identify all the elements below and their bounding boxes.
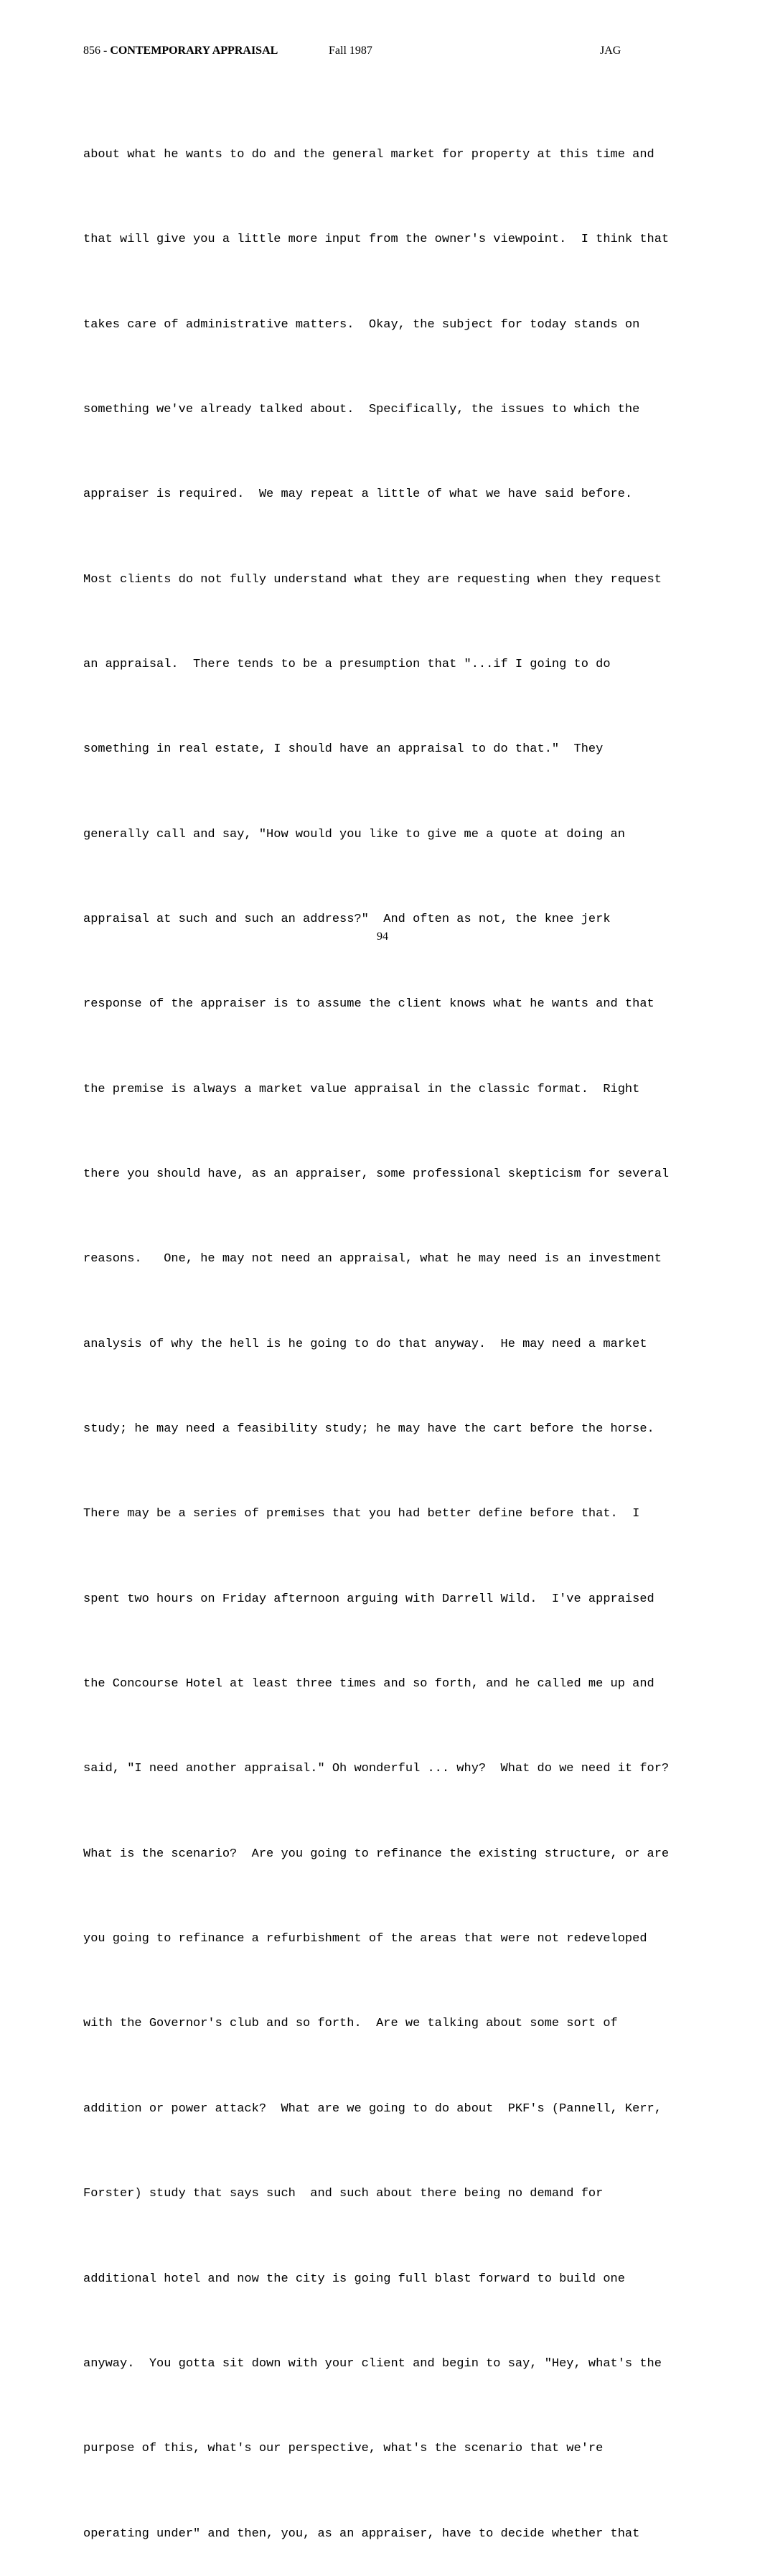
text-line: you going to refinance a refurbishment of the areas that were not redeveloped <box>83 1932 647 1946</box>
text-line: anyway. You gotta sit down with your client and begin to say, "Hey, what's the <box>83 2356 662 2371</box>
text-line: additional hotel and now the city is going full blast forward to build one <box>83 2272 625 2286</box>
text-line: takes care of administrative matters. Okay, the subject for today stands on <box>83 317 640 332</box>
text-line: operating under" and then, you, as an appraiser, have to decide whether that <box>83 2526 640 2541</box>
text-line: there you should have, as an appraiser, some professional skepticism for several <box>83 1167 670 1182</box>
text-line: something in real estate, I should have an appraisal to do that." They <box>83 742 604 757</box>
text-line: with the Governor's club and so forth. Are we talking about some sort of <box>83 2017 618 2031</box>
page-number: 94 <box>377 930 388 943</box>
course-heading <box>83 45 278 57</box>
text-line: something we've already talked about. Specifically, the issues to which the <box>83 402 640 416</box>
text-line: response of the appraiser is to assume the client knows what he wants and that <box>83 997 654 1012</box>
transcript-body <box>83 84 700 2576</box>
text-line: that will give you a little more input from the owner's viewpoint. I think that <box>83 233 670 247</box>
text-line: the premise is always a market value appraisal in the classic format. Right <box>83 1082 640 1096</box>
text-line: reasons. One, he may not need an appraisal, what he may need is an investment <box>83 1252 662 1266</box>
text-line: There may be a series of premises that you had better define before that. I <box>83 1507 640 1521</box>
text-line: analysis of why the hell is he going to do that anyway. He may need a market <box>83 1337 647 1351</box>
text-line: What is the scenario? Are you going to refinance the existing structure, or are <box>83 1847 670 1861</box>
page-header <box>83 45 629 62</box>
text-line: study; he may need a feasibility study; he may have the cart before the horse. <box>83 1422 654 1437</box>
text-line: an appraisal. There tends to be a presumption that "...if I going to do <box>83 657 611 671</box>
text-line: appraiser is required. We may repeat a little of what we have said before. <box>83 487 633 502</box>
course-code: 856 - <box>83 45 111 57</box>
term-label: Fall 1987 <box>329 45 372 57</box>
text-line: Most clients do not fully understand what they are requesting when they request <box>83 572 662 587</box>
text-line: the Concourse Hotel at least three times and so forth, and he called me up and <box>83 1677 654 1691</box>
text-line: Forster) study that says such and such about there being no demand for <box>83 2187 604 2201</box>
author-initials: JAG <box>600 45 621 57</box>
text-line: generally call and say, "How would you like to give me a quote at doing an <box>83 827 625 841</box>
text-line: said, "I need another appraisal." Oh wonderful ... why? What do we need it for? <box>83 1762 670 1776</box>
text-line: about what he wants to do and the general market for property at this time and <box>83 147 654 162</box>
text-line: purpose of this, what's our perspective, what's the scenario that we're <box>83 2442 604 2456</box>
text-line: appraisal at such and such an address?" And often as not, the knee jerk <box>83 913 611 926</box>
course-title: CONTEMPORARY APPRAISAL <box>110 45 278 57</box>
text-line: spent two hours on Friday afternoon arguing with Darrell Wild. I've appraised <box>83 1592 654 1606</box>
text-line: addition or power attack? What are we going to do about PKF's (Pannell, Kerr, <box>83 2101 662 2116</box>
